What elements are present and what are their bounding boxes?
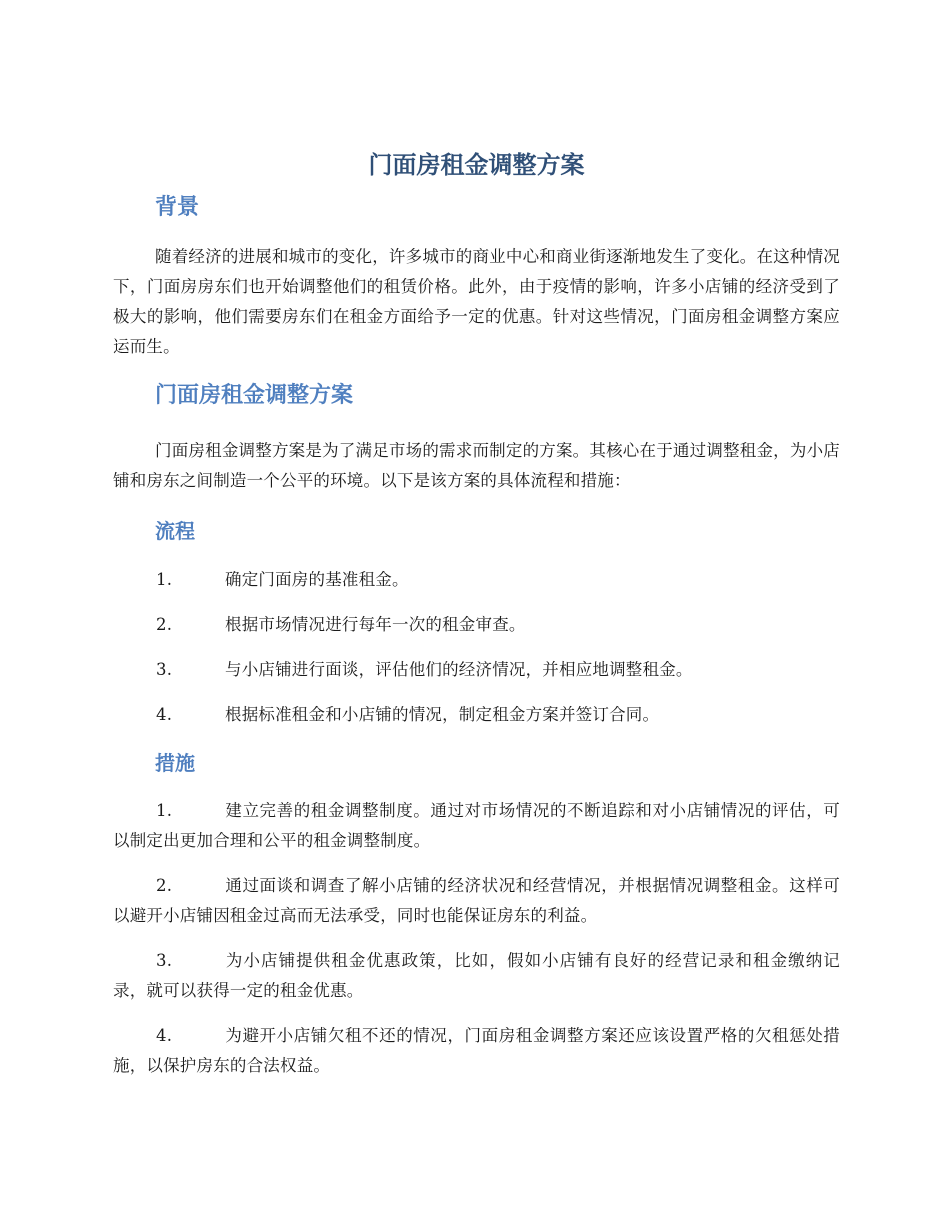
- heading-background: 背景: [155, 195, 200, 220]
- list-text: 与小店铺进行面谈，评估他们的经济情况，并相应地调整租金。: [225, 660, 693, 679]
- document-title: 门面房租金调整方案: [368, 151, 585, 179]
- list-text: 确定门面房的基准租金。: [225, 570, 409, 589]
- list-text: 通过面谈和调查了解小店铺的经济状况和经营情况，并根据情况调整租金。这样可以避开小店铺因租金过高而无法承受，同时也能保证房东的利益。: [113, 876, 840, 925]
- heading-process: 流程: [155, 519, 195, 543]
- list-text: 为避开小店铺欠租不还的情况，门面房租金调整方案还应该设置严格的欠租惩处措施，以保护房东的合法权益。: [113, 1026, 840, 1075]
- list-text: 根据市场情况进行每年一次的租金审查。: [225, 615, 526, 634]
- list-item: [113, 565, 840, 595]
- list-number: 1.: [156, 570, 173, 589]
- list-number: 1.: [156, 801, 173, 820]
- measures-list: [113, 796, 840, 1081]
- list-item: [113, 700, 840, 730]
- document-page: [113, 140, 840, 1081]
- process-list: [113, 565, 840, 730]
- list-item: [113, 796, 840, 856]
- list-number: 3.: [156, 951, 173, 970]
- heading-measures: 措施: [155, 751, 195, 775]
- list-text: 根据标准租金和小店铺的情况，制定租金方案并签订合同。: [225, 705, 660, 724]
- background-paragraph: 随着经济的进展和城市的变化，许多城市的商业中心和商业街逐渐地发生了变化。在这种情况下，门面房房东们也开始调整他们的租赁价格。此外，由于疫情的影响，许多小店铺的经济受到了极大的影响，他们需要房东们在租金方面给予一定的优惠。针对这些情况，门面房租金调整方案应运而生。: [113, 247, 840, 356]
- list-item: [113, 871, 840, 931]
- list-text: 建立完善的租金调整制度。通过对市场情况的不断追踪和对小店铺情况的评估，可以制定出更加合理和公平的租金调整制度。: [113, 801, 840, 850]
- list-item: [113, 610, 840, 640]
- plan-paragraph: 门面房租金调整方案是为了满足市场的需求而制定的方案。其核心在于通过调整租金，为小店铺和房东之间制造一个公平的环境。以下是该方案的具体流程和措施：: [113, 441, 840, 490]
- list-number: 2.: [156, 615, 173, 634]
- list-text: 为小店铺提供租金优惠政策，比如，假如小店铺有良好的经营记录和租金缴纳记录，就可以获得一定的租金优惠。: [113, 951, 840, 1000]
- list-number: 4.: [156, 705, 173, 724]
- heading-plan: 门面房租金调整方案: [155, 383, 354, 408]
- list-number: 2.: [156, 876, 173, 895]
- list-item: [113, 1021, 840, 1081]
- list-item: [113, 655, 840, 685]
- list-number: 4.: [156, 1026, 173, 1045]
- list-number: 3.: [156, 660, 173, 679]
- list-item: [113, 946, 840, 1006]
